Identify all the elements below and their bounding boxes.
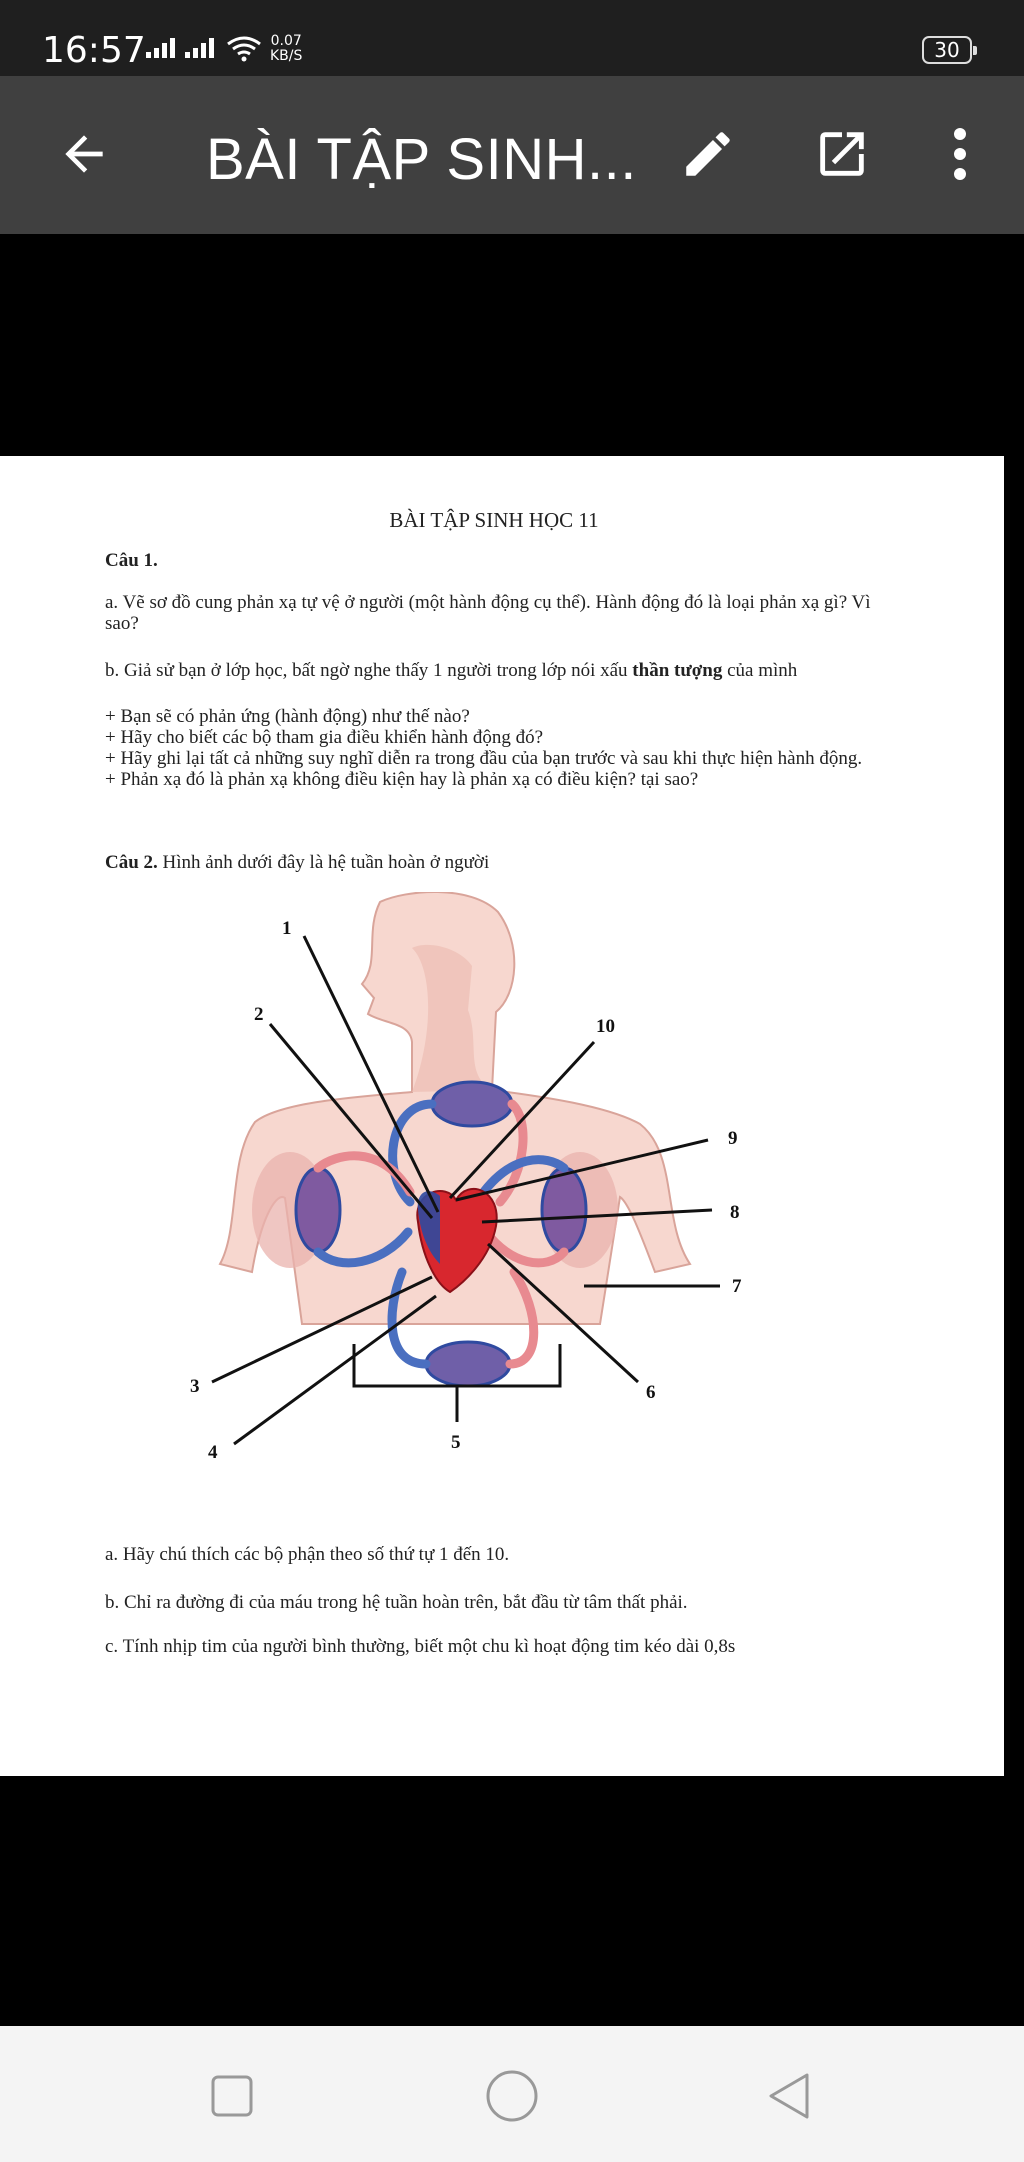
diagram-label-4: 4	[208, 1442, 218, 1463]
q1-part-b	[105, 660, 893, 681]
q2-part-b: b. Chỉ ra đường đi của máu trong hệ tuần hoàn trên, bắt đầu từ tâm thất phải.	[105, 1592, 688, 1613]
document-page	[0, 456, 1004, 1776]
q2-part-c: c. Tính nhịp tim của người bình thường, biết một chu kì hoạt động tim kéo dài 0,8s	[105, 1636, 736, 1657]
arrow-left-icon	[56, 126, 112, 182]
q1-part-a: a. Vẽ sơ đồ cung phản xạ tự vệ ở người (một hành động cụ thể). Hành động đó là loại phản xạ gì? Vì sao?	[105, 592, 871, 634]
circulatory-system-diagram	[150, 892, 770, 1492]
q2-part-a: a. Hãy chú thích các bộ phận theo số thứ tự 1 đến 10.	[105, 1544, 510, 1565]
open-external-icon	[813, 125, 871, 183]
diagram-label-7: 7	[732, 1276, 742, 1297]
recent-apps-button[interactable]	[200, 2064, 264, 2128]
q1-bullet: + Hãy ghi lại tất cả những suy nghĩ diễn ra trong đầu của bạn trước và sau khi thực hiện hành động.	[105, 748, 863, 769]
diagram-label-8: 8	[730, 1202, 740, 1223]
square-icon	[210, 2074, 254, 2118]
home-button[interactable]	[480, 2064, 544, 2128]
circle-icon	[484, 2068, 540, 2124]
document-title: BÀI TẬP SINH HỌC 11	[389, 508, 599, 532]
signal-icon	[146, 38, 175, 58]
battery-indicator: 30	[922, 36, 972, 64]
q1-bullet: + Phản xạ đó là phản xạ không điều kiện hay là phản xạ có điều kiện? tại sao?	[105, 769, 699, 790]
more-options-button[interactable]	[930, 118, 990, 190]
q2-intro: Hình ảnh dưới đây là hệ tuần hoàn ở người	[162, 852, 490, 873]
app-title: BÀI TẬP SINH...	[206, 127, 637, 192]
open-external-button[interactable]	[806, 118, 878, 190]
q2-intro-line	[105, 852, 893, 873]
q1-bullet: + Hãy cho biết các bộ tham gia điều khiển hành động đó?	[105, 727, 544, 748]
q1-bullet-list	[105, 706, 893, 790]
navigation-bar	[0, 2026, 1024, 2162]
back-button[interactable]	[48, 118, 120, 190]
diagram-label-9: 9	[728, 1128, 738, 1149]
net-speed: 0.07 KB/S	[270, 33, 303, 64]
status-time: 16:57	[42, 30, 146, 71]
signal-icon-2	[185, 38, 214, 58]
q1-heading: Câu 1.	[105, 550, 158, 571]
diagram-label-1: 1	[282, 918, 292, 939]
app-bar	[0, 76, 1024, 234]
q1-b-emphasis: thần tượng	[632, 660, 723, 681]
q1-bullet: + Bạn sẽ có phản ứng (hành động) như thế nào?	[105, 706, 470, 727]
edit-button[interactable]	[672, 118, 744, 190]
diagram-label-3: 3	[190, 1376, 200, 1397]
system-back-button[interactable]	[758, 2064, 822, 2128]
status-bar	[0, 0, 1024, 76]
diagram-label-6: 6	[646, 1382, 656, 1403]
triangle-back-icon	[764, 2070, 816, 2122]
diagram-label-2: 2	[254, 1004, 264, 1025]
pencil-icon	[679, 125, 737, 183]
more-vertical-icon	[950, 126, 970, 182]
diagram-label-10: 10	[596, 1016, 615, 1037]
wifi-icon	[226, 36, 262, 62]
q2-heading: Câu 2.	[105, 852, 158, 873]
q1-b-end: của mình	[727, 660, 798, 681]
q1-b-intro: b. Giả sử bạn ở lớp học, bất ngờ nghe thấy 1 người trong lớp nói xấu	[105, 660, 628, 681]
diagram-label-5: 5	[451, 1432, 461, 1453]
